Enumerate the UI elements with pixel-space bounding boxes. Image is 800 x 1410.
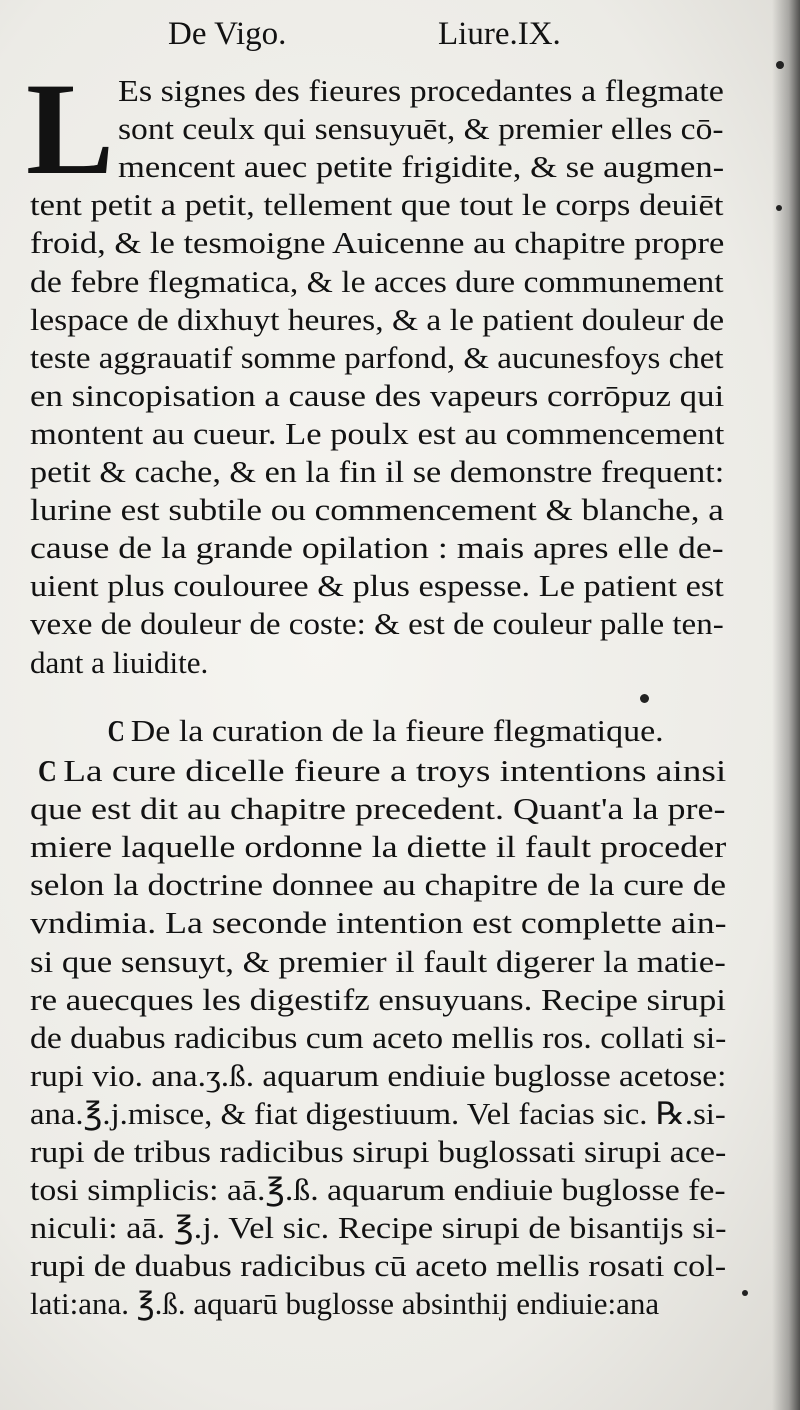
- text-line: [30, 1095, 726, 1133]
- text-line-content: selon la doctrine donnee au chapitre de la cure de: [30, 867, 726, 903]
- text-line-content: vndimia. La seconde intention est complette ain-: [30, 905, 727, 941]
- text-line-content: petit & cache, & en la fin il se demonstre frequent:: [30, 454, 725, 489]
- text-line-content: lati:ana. ℥.ß. aquarū buglosse absinthij endiuie:ana: [30, 1286, 660, 1322]
- running-header: [0, 14, 800, 54]
- page-spine-shadow: [772, 0, 800, 1410]
- text-line: [30, 415, 724, 453]
- text-line: [30, 1209, 727, 1247]
- text-line: [34, 752, 726, 790]
- text-line: [118, 72, 724, 110]
- text-line-content: tent petit a petit, tellement que tout le corps deuiēt: [30, 187, 724, 223]
- text-line: [30, 1247, 726, 1285]
- text-line: [30, 904, 727, 942]
- section-title: De la curation de la fieure flegmatique.: [130, 713, 664, 748]
- text-line-content: dant a liuidite.: [30, 644, 209, 680]
- text-line-content: rupi de duabus radicibus cū aceto mellis rosati col-: [30, 1248, 727, 1284]
- text-line: [30, 186, 724, 224]
- text-line: [30, 866, 726, 904]
- text-line-content: La cure dicelle fieure a troys intentions ainsi: [63, 753, 727, 788]
- text-line: [30, 1019, 726, 1057]
- text-line-content: uient plus coulouree & plus espesse. Le patient est: [30, 568, 724, 604]
- ink-speck: [640, 694, 649, 703]
- text-line: [30, 224, 724, 262]
- text-line: [30, 981, 726, 1019]
- text-line-content: de febre flegmatica, & le acces dure communement: [30, 263, 724, 299]
- drop-capital: L: [26, 55, 115, 202]
- text-line-content: mencent auec petite frigidite, & se augmen-: [118, 149, 725, 185]
- text-line: [30, 377, 724, 415]
- text-line: [30, 567, 724, 605]
- text-line-content: montent au cueur. Le poulx est au commencement: [30, 415, 725, 451]
- text-line: [30, 1133, 726, 1171]
- text-line: [30, 644, 208, 682]
- text-line: [30, 828, 726, 866]
- ink-speck: [776, 205, 782, 211]
- text-line-content: re auecques les digestifz ensuyuans. Recipe sirupi: [30, 981, 726, 1017]
- text-line: [118, 148, 724, 186]
- text-line-content: si que sensuyt, & premier il fault digerer la matie-: [30, 943, 726, 979]
- text-line: [30, 943, 726, 981]
- text-line-content: cause de la grande opilation : mais apres elle de-: [30, 530, 724, 566]
- text-line-content: sont ceulx qui sensuyuēt, & premier elles cō-: [118, 111, 724, 147]
- text-line-content: miere laquelle ordonne la diette il fault proceder: [30, 829, 727, 865]
- text-line: [30, 790, 726, 828]
- text-line-content: tosi simplicis: aā.℥.ß. aquarum endiuie buglosse fe-: [30, 1172, 726, 1208]
- ink-speck: [742, 1290, 748, 1296]
- text-line-content: teste aggrauatif somme parfond, & aucunesfoys chet: [30, 339, 724, 375]
- header-book-number: Liure.IX.: [438, 16, 561, 52]
- text-line: [30, 263, 724, 301]
- text-line-content: en sincopisation a cause des vapeurs corrōpuz qui: [30, 377, 725, 413]
- text-line-content: de duabus radicibus cum aceto mellis ros. collati si-: [30, 1019, 727, 1055]
- paragraph-mark-icon: C: [107, 713, 125, 748]
- text-line-content: froid, & le tesmoigne Auicenne au chapitre propre: [30, 225, 725, 261]
- text-line-content: vexe de douleur de coste: & est de couleur palle ten-: [30, 606, 724, 642]
- text-line-content: niculi: aā. ℥.j. Vel sic. Recipe sirupi de bisantijs si-: [30, 1210, 727, 1246]
- paragraph-mark-icon: C: [38, 753, 57, 788]
- text-line-content: ana.℥.j.misce, & fiat digestiuum. Vel facias sic. ℞.si-: [30, 1095, 726, 1131]
- text-line-content: rupi vio. ana.ʒ.ß. aquarum endiuie buglosse acetose:: [30, 1057, 727, 1093]
- section-title-line: [104, 712, 664, 750]
- text-line: [30, 1057, 726, 1095]
- header-author: De Vigo.: [168, 16, 287, 52]
- text-line: [30, 453, 724, 491]
- text-line: [30, 1285, 659, 1323]
- text-line: [30, 1171, 726, 1209]
- ink-speck: [776, 61, 784, 69]
- text-line-content: lespace de dixhuyt heures, & a le patient douleur de: [30, 301, 725, 337]
- text-line: [118, 110, 724, 148]
- text-line: [30, 339, 724, 377]
- text-line: [30, 491, 724, 529]
- text-line: [30, 529, 724, 567]
- text-line-content: rupi de tribus radicibus sirupi buglossati sirupi ace-: [30, 1134, 727, 1169]
- text-line-content: que est dit au chapitre precedent. Quant'a la pre-: [30, 791, 726, 827]
- text-line: [30, 301, 724, 339]
- text-line-content: lurine est subtile ou commencement & blanche, a: [30, 492, 724, 528]
- text-line: [30, 605, 724, 643]
- text-line-content: Es signes des fieures procedantes a flegmate: [118, 73, 724, 108]
